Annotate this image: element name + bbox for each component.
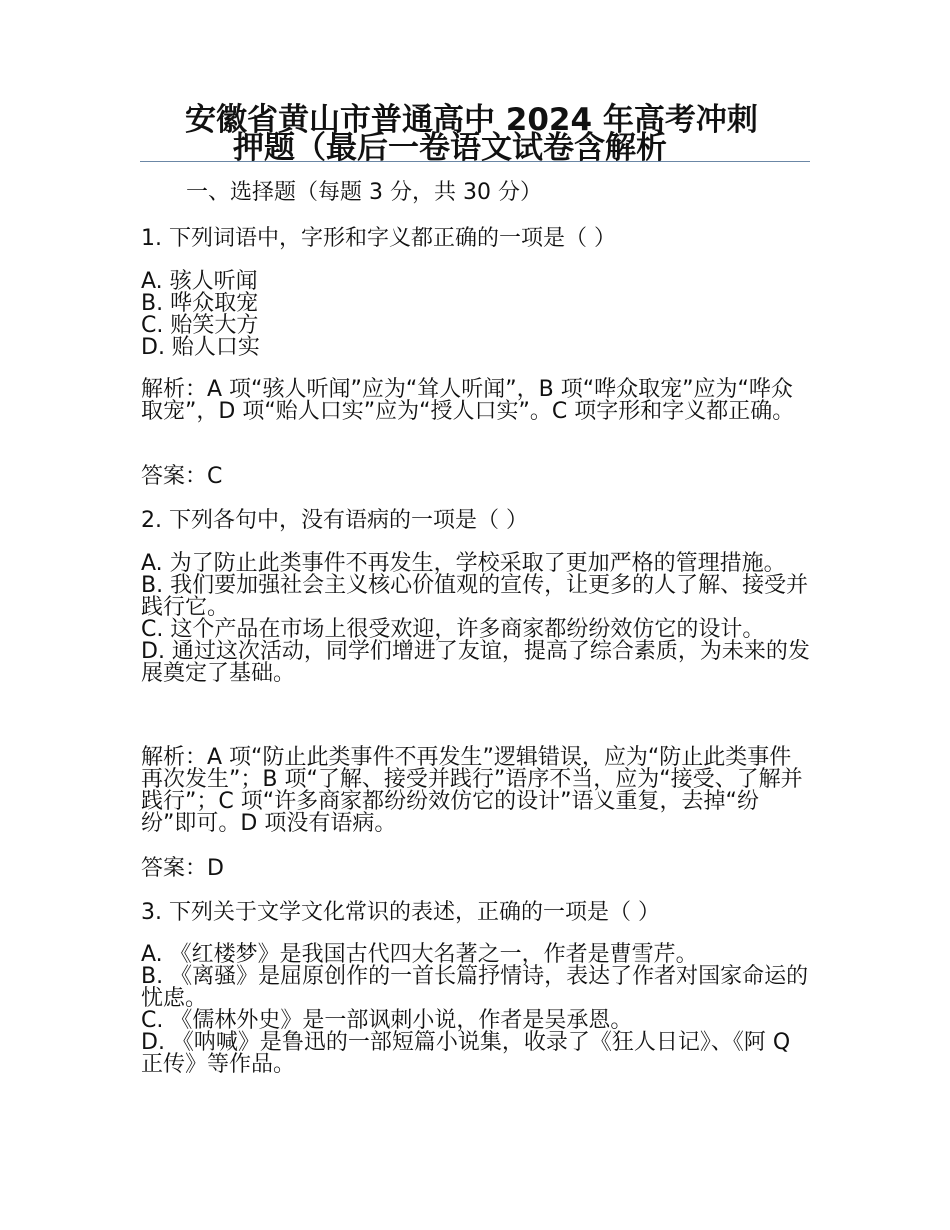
title-line-2: 押题（最后一卷语文试卷含解析: [233, 130, 667, 166]
question-2-answer: 答案：D: [141, 856, 224, 881]
option-c: C. 《儒林外史》是一部讽刺小说，作者是吴承恩。: [141, 1008, 633, 1033]
section-heading: 一、选择题（每题 3 分，共 30 分）: [186, 180, 542, 205]
option-c: C. 贻笑大方: [141, 313, 259, 338]
question-1-stem: 1. 下列词语中，字形和字义都正确的一项是（ ）: [141, 226, 616, 251]
title-divider: [140, 161, 810, 162]
option-c: C. 这个产品在市场上很受欢迎，许多商家都纷纷效仿它的设计。: [141, 617, 765, 642]
option-d: D. 通过这次活动，同学们增进了友谊，提高了综合素质，为未来的发展奠定了基础。: [141, 639, 810, 686]
option-b: B. 《离骚》是屈原创作的一首长篇抒情诗，表达了作者对国家命运的忧虑。: [141, 964, 809, 1011]
option-d: D. 《呐喊》是鲁迅的一部短篇小说集，收录了《狂人日记》、《阿 Q 正传》等作品。: [141, 1030, 791, 1077]
question-1-options: [141, 271, 813, 359]
option-a: A. 骇人听闻: [141, 269, 258, 294]
option-a: A. 为了防止此类事件不再发生，学校采取了更加严格的管理措施。: [141, 551, 786, 576]
option-b: B. 我们要加强社会主义核心价值观的宣传，让更多的人了解、接受并践行它。: [141, 573, 809, 620]
option-b: B. 哗众取宠: [141, 291, 259, 316]
title-line-1: 安徽省黄山市普通高中 2024 年高考冲刺: [185, 102, 758, 138]
question-3-options: [141, 944, 813, 1076]
question-2-stem: 2. 下列各句中，没有语病的一项是（ ）: [141, 508, 528, 533]
question-2-options: [141, 553, 813, 685]
question-1-answer: 答案：C: [141, 464, 223, 489]
option-d: D. 贻人口实: [141, 335, 260, 360]
question-2-analysis: 解析：A 项“防止此类事件不再发生”逻辑错误，应为“防止此类事件再次发生”；B 项“了解、接受并践行”语序不当，应为“接受、了解并践行”；C 项“许多商家都纷纷效仿它的设计”语义重复，去掉“纷纷”即可。D 项没有语病。: [141, 745, 803, 836]
option-a: A. 《红楼梦》是我国古代四大名著之一，作者是曹雪芹。: [141, 942, 698, 967]
document-title: [185, 102, 825, 166]
question-1-analysis: 解析：A 项“骇人听闻”应为“耸人听闻”，B 项“哗众取宠”应为“哗众取宠”，D 项“贻人口实”应为“授人口实”。C 项字形和字义都正确。: [141, 377, 795, 424]
question-3-stem: 3. 下列关于文学文化常识的表述，正确的一项是（ ）: [141, 900, 660, 925]
